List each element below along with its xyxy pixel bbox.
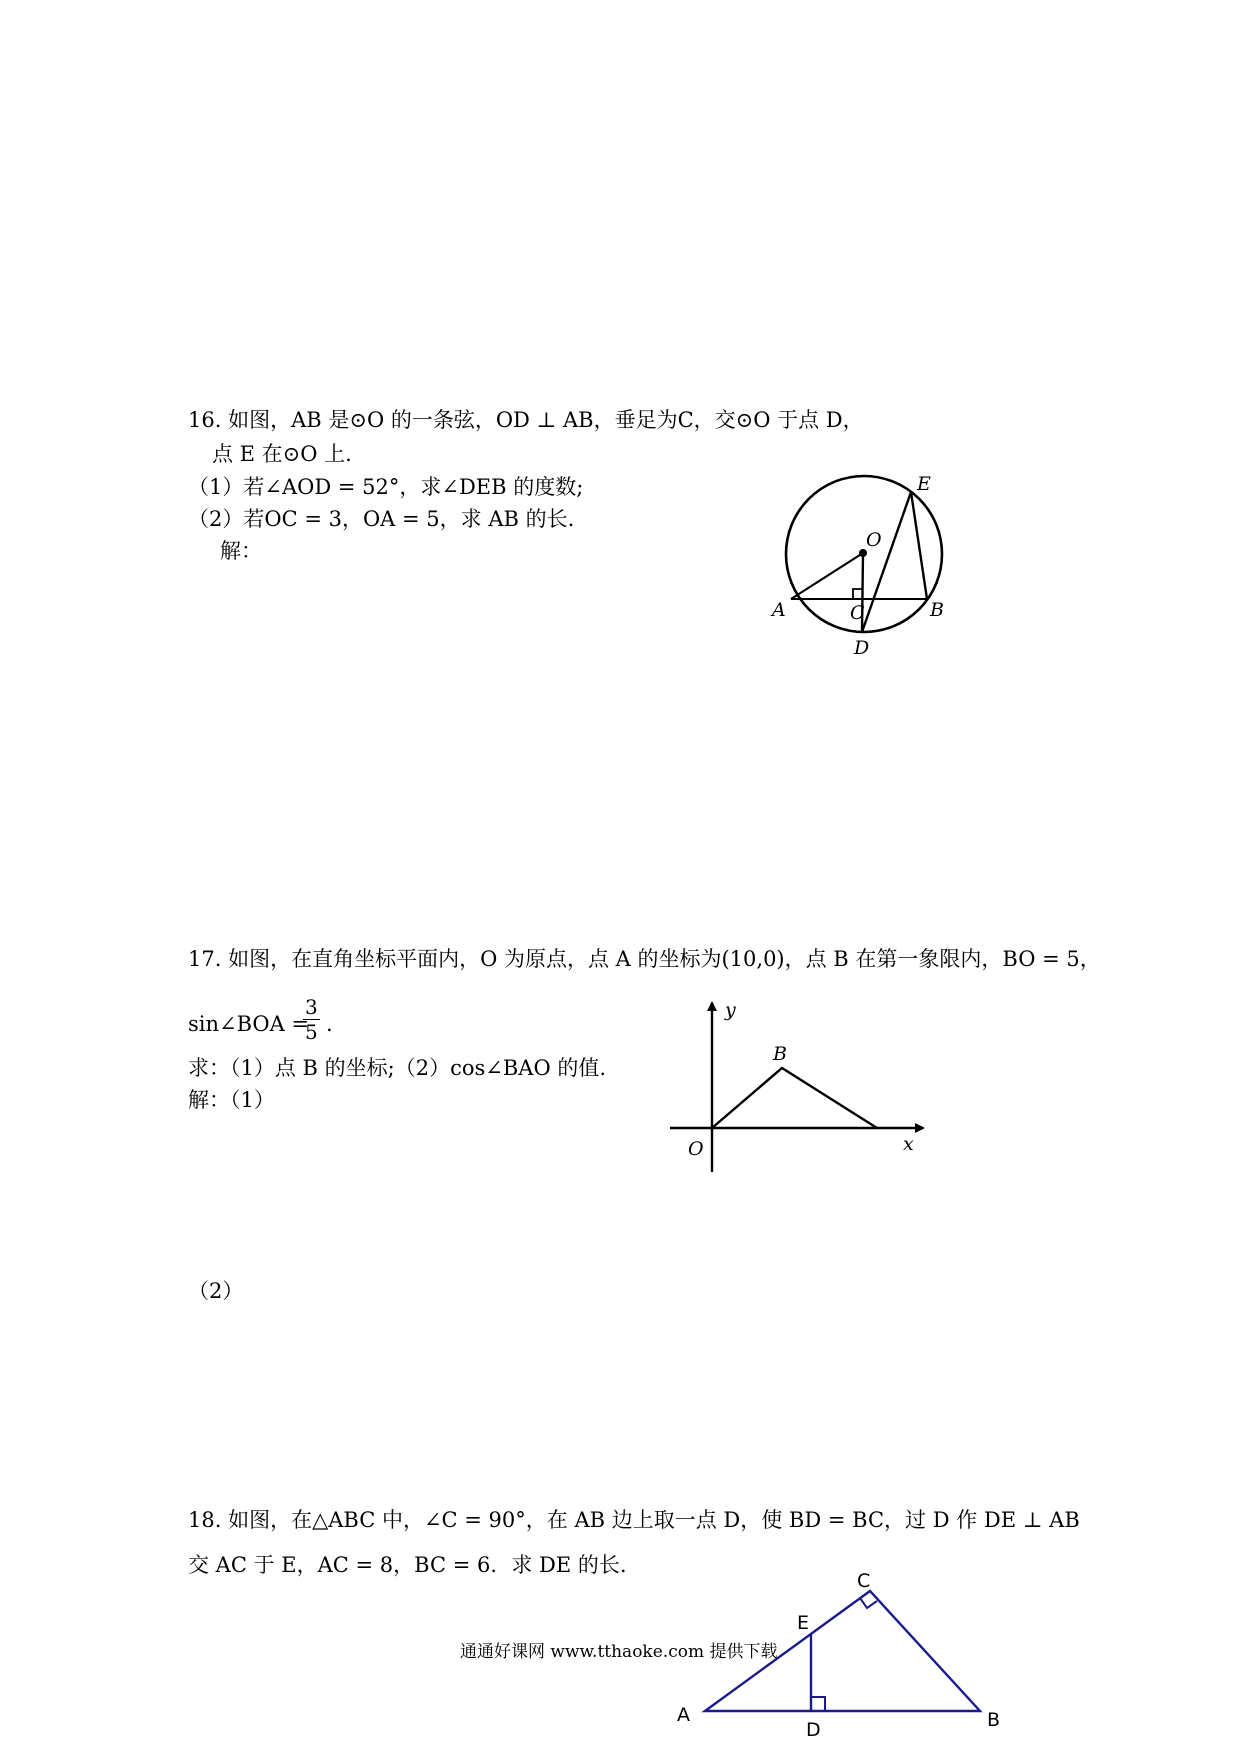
p18-right-angle-c: [860, 1598, 877, 1608]
p17-triangle: [712, 1068, 877, 1128]
p16-label-e: E: [917, 473, 931, 495]
p16-stem-line1: 16. 如图，AB 是⊙O 的一条弦，OD ⊥ AB，垂足为C，交⊙O 于点 D，: [188, 408, 864, 432]
p18-right-angle-d: [811, 1697, 825, 1711]
p18-label-e: E: [797, 1612, 810, 1634]
p18-stem-line2: 交 AC 于 E，AC = 8，BC = 6．求 DE 的长.: [188, 1553, 627, 1577]
p17-coordinate-figure: [665, 1000, 925, 1180]
p16-part1: （1）若∠AOD = 52°，求∠DEB 的度数;: [188, 475, 584, 499]
p17-answer-label: 解：（1）: [188, 1088, 275, 1112]
p17-stem-line1: 17. 如图，在直角坐标平面内，O 为原点，点 A 的坐标为(10,0)，点 B 在第一象限内，BO = 5，: [188, 947, 1101, 971]
p17-question: 求：（1）点 B 的坐标;（2）cos∠BAO 的值.: [188, 1056, 607, 1080]
p16-label-d: D: [854, 637, 870, 659]
p18-label-a: A: [677, 1704, 690, 1726]
p17-sin-denominator: 5: [305, 1020, 318, 1044]
p18-label-b: B: [987, 1709, 1001, 1731]
p17-label-x: x: [903, 1133, 914, 1155]
p16-label-o: O: [866, 529, 882, 551]
p17-sin-prefix: sin∠BOA =: [188, 1012, 310, 1036]
p17-label-y: y: [725, 1000, 736, 1021]
p17-sin-fraction: [303, 995, 320, 1044]
p17-label-b: B: [773, 1043, 787, 1065]
p16-circle-figure: [770, 470, 990, 670]
p16-stem-line2: 点 E 在⊙O 上.: [212, 442, 352, 466]
p17-part2-label: （2）: [188, 1279, 244, 1303]
p16-answer-label: 解：: [220, 539, 262, 563]
p18-label-d: D: [806, 1719, 821, 1741]
p18-stem-line1: 18. 如图，在△ABC 中，∠C = 90°，在 AB 边上取一点 D，使 BD = BC，过 D 作 DE ⊥ AB: [188, 1508, 1080, 1532]
p17-label-o: O: [688, 1138, 704, 1160]
p17-sin-numerator: 3: [305, 995, 318, 1019]
p16-label-c: C: [850, 602, 865, 624]
p17-sin-suffix: .: [326, 1012, 333, 1036]
footer-source-text: 通通好课网 www.tthaoke.com 提供下载: [460, 1642, 778, 1662]
p16-segment-eb: [911, 492, 927, 599]
p16-label-b: B: [930, 599, 944, 621]
p16-part2: （2）若OC = 3，OA = 5，求 AB 的长.: [188, 507, 575, 531]
p16-label-a: A: [772, 599, 786, 621]
p16-segment-ed: [862, 492, 911, 632]
p18-label-c: C: [857, 1570, 871, 1592]
